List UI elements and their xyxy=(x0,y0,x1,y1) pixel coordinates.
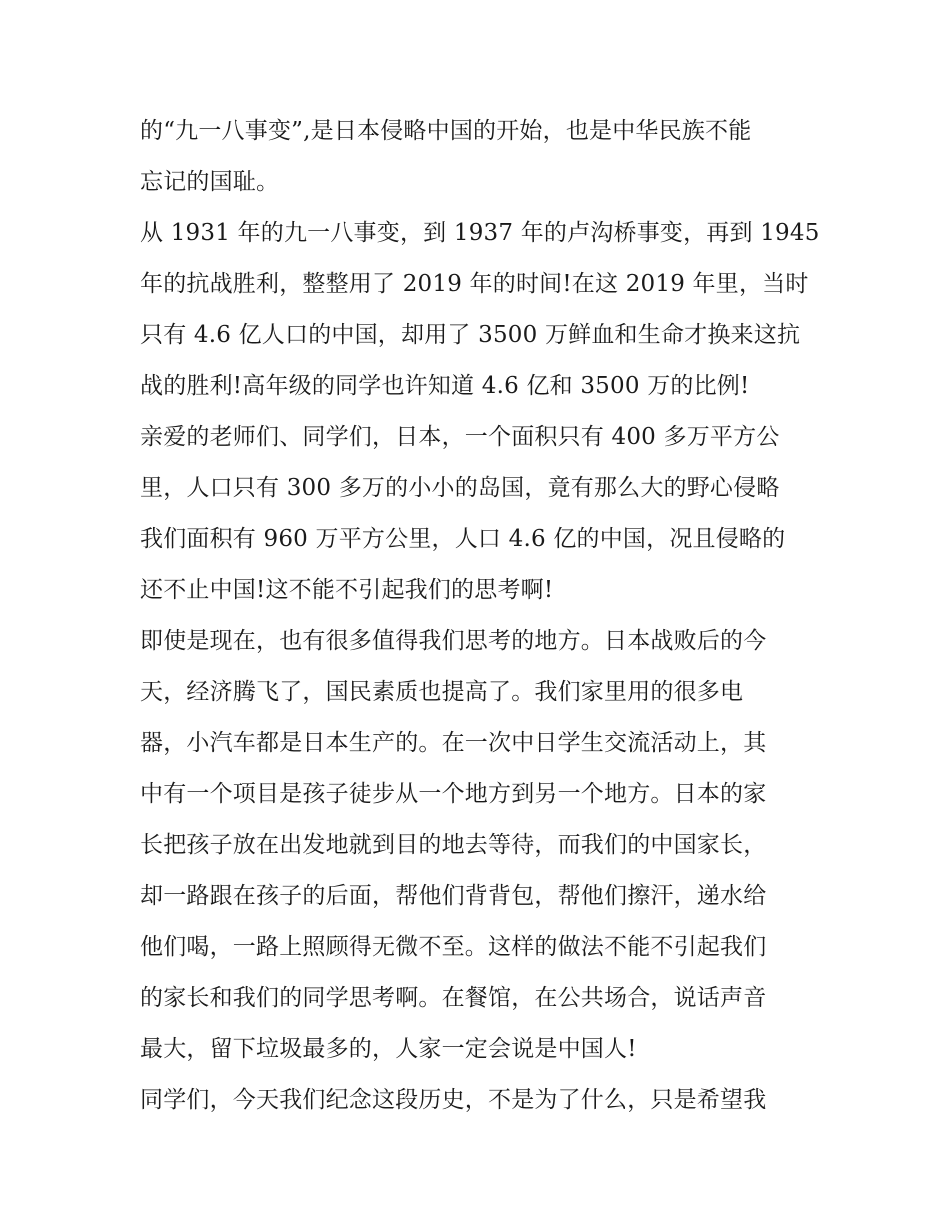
text-line: 最大，留下垃圾最多的，人家一定会说是中国人! xyxy=(140,1036,637,1062)
document-body xyxy=(140,106,820,1126)
text-line: 从 1931 年的九一八事变，到 1937 年的卢沟桥事变，再到 1945 xyxy=(140,220,820,246)
text-line: 中有一个项目是孩子徒步从一个地方到另一个地方。日本的家 xyxy=(140,781,767,807)
text-line: 我们面积有 960 万平方公里，人口 4.6 亿的中国，况且侵略的 xyxy=(140,526,786,552)
paragraph-4 xyxy=(140,616,820,1075)
text-line: 只有 4.6 亿人口的中国，却用了 3500 万鲜血和生命才换来这抗 xyxy=(140,322,801,348)
text-line: 亲爱的老师们、同学们，日本，一个面积只有 400 多万平方公 xyxy=(140,424,780,450)
text-line: 忘记的国耻。 xyxy=(140,169,280,195)
text-line: 战的胜利!高年级的同学也许知道 4.6 亿和 3500 万的比例! xyxy=(140,373,750,399)
paragraph-1 xyxy=(140,106,820,208)
paragraph-5 xyxy=(140,1075,820,1126)
paragraph-3 xyxy=(140,412,820,616)
text-line: 的“九一八事变”,是日本侵略中国的开始，也是中华民族不能 xyxy=(140,118,752,144)
text-line: 同学们，今天我们纪念这段历史，不是为了什么，只是希望我 xyxy=(140,1087,767,1113)
paragraph-2 xyxy=(140,208,820,412)
text-line: 长把孩子放在出发地就到目的地去等待，而我们的中国家长， xyxy=(140,832,767,858)
text-line: 器，小汽车都是日本生产的。在一次中日学生交流活动上，其 xyxy=(140,730,767,756)
text-line: 还不止中国!这不能不引起我们的思考啊! xyxy=(140,577,554,603)
text-line: 的家长和我们的同学思考啊。在餐馆，在公共场合，说话声音 xyxy=(140,985,767,1011)
text-line: 天，经济腾飞了，国民素质也提高了。我们家里用的很多电 xyxy=(140,679,744,705)
text-line: 年的抗战胜利，整整用了 2019 年的时间!在这 2019 年里，当时 xyxy=(140,271,809,297)
text-line: 他们喝，一路上照顾得无微不至。这样的做法不能不引起我们 xyxy=(140,934,767,960)
text-line: 却一路跟在孩子的后面，帮他们背背包，帮他们擦汗，递水给 xyxy=(140,883,767,909)
text-line: 即使是现在，也有很多值得我们思考的地方。日本战败后的今 xyxy=(140,628,767,654)
text-line: 里，人口只有 300 多万的小小的岛国，竟有那么大的野心侵略 xyxy=(140,475,780,501)
